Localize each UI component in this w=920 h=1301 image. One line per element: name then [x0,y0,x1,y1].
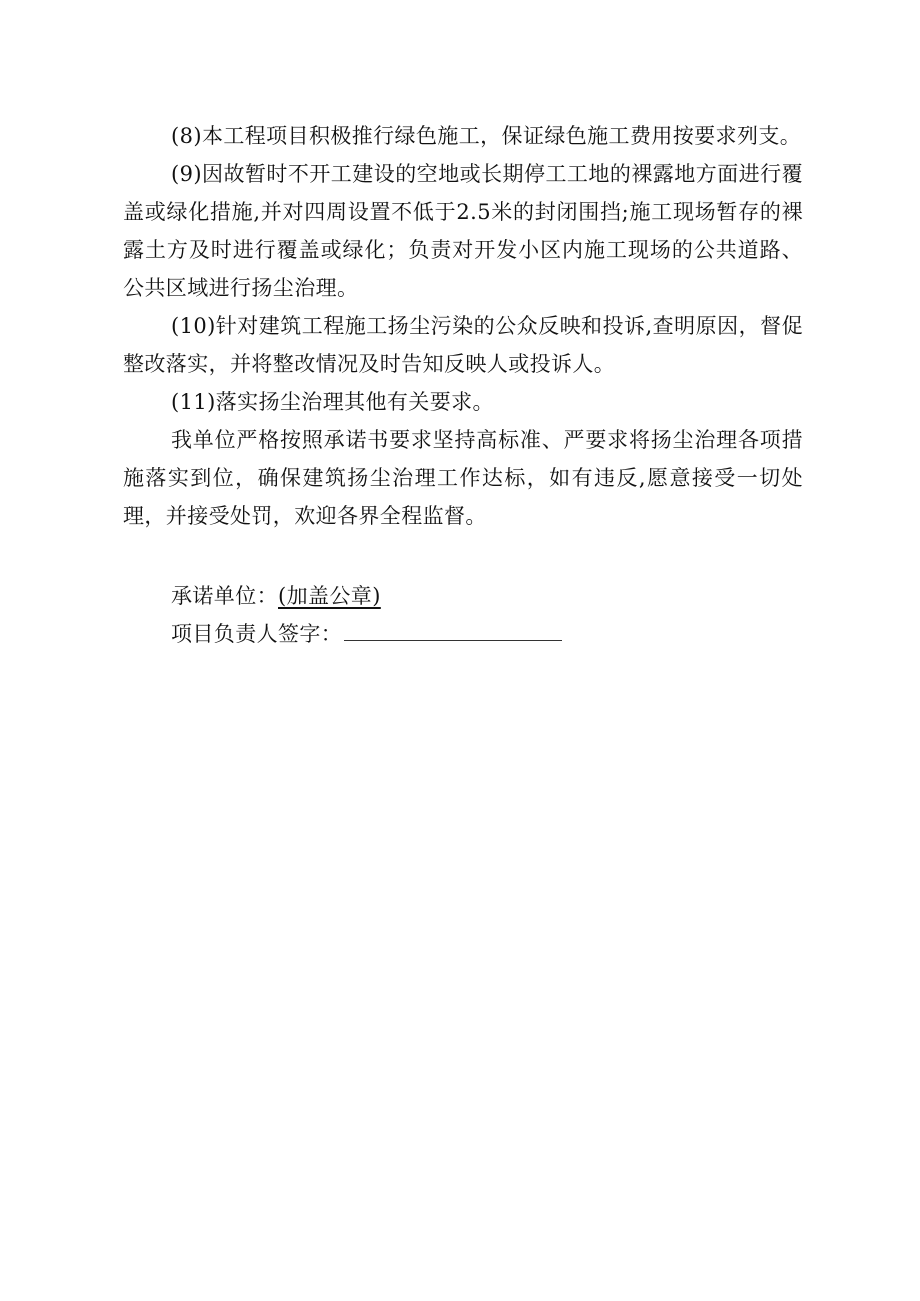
commitment-paragraph: 我单位严格按照承诺书要求坚持高标准、严要求将扬尘治理各项措施落实到位，确保建筑扬尘治理工作达标，如有违反,愿意接受一切处理，并接受处罚，欢迎各界全程监督。 [123,428,803,528]
project-leader-label: 项目负责人签字： [171,622,343,646]
commitment-unit-label: 承诺单位： [171,584,278,608]
signature-block [123,577,803,653]
paragraph-item-10: (10)针对建筑工程施工扬尘污染的公众反映和投诉,查明原因，督促整改落实，并将整改情况及时告知反映人或投诉人。 [123,314,803,376]
paragraph-item-11: (11)落实扬尘治理其他有关要求。 [171,390,494,414]
paragraph-item-8: (8)本工程项目积极推行绿色施工，保证绿色施工费用按要求列支。 [171,124,802,148]
commitment-unit-line [123,577,803,615]
document-body [123,117,803,653]
signature-blank-line[interactable] [344,618,562,641]
company-seal-placeholder: (加盖公章) [278,584,381,608]
paragraph-item-9: (9)因故暂时不开工建设的空地或长期停工工地的裸露地方面进行覆盖或绿化措施,并对四周设置不低于2.5米的封闭围挡;施工现场暂存的裸露土方及时进行覆盖或绿化；负责对开发小区内施工现场的公共道路、公共区域进行扬尘治理。 [123,162,803,300]
project-leader-line [123,615,803,653]
